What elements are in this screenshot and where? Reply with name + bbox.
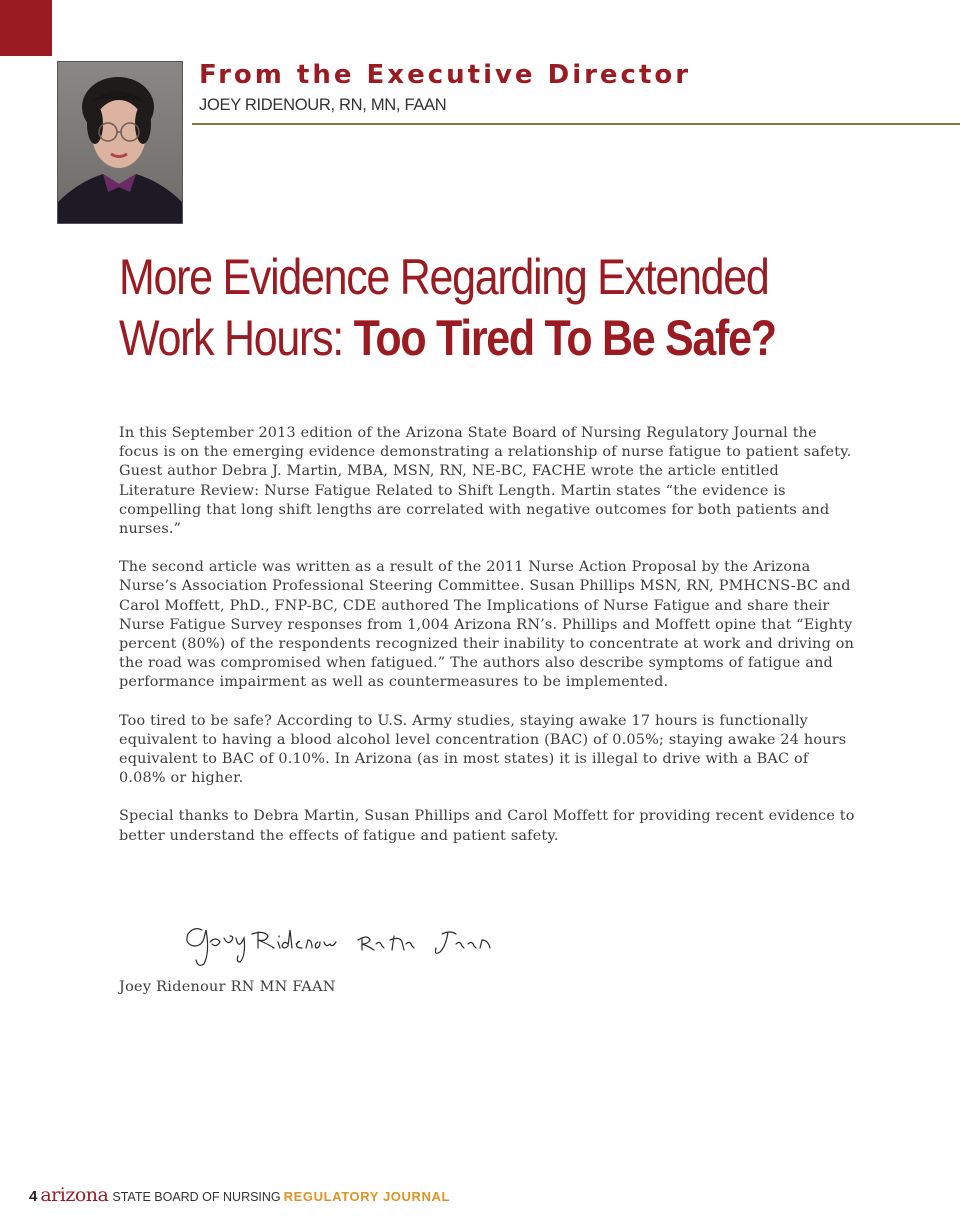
headline-line-2: [119, 308, 824, 369]
headline-light-text: Work Hours:: [119, 310, 354, 366]
article-body: [119, 424, 859, 865]
footer-board-name: STATE BOARD OF NURSING: [112, 1190, 281, 1204]
footer-brand: arizona: [40, 1184, 109, 1206]
body-paragraph: In this September 2013 edition of the Arizona State Board of Nursing Regulatory Journal the focus is on the emerging evidence demonstrating a relationship of nurse fatigue to patient safety. Guest author Debra J. Martin, MBA, MSN, RN, NE-BC, FACHE wrote the article entitled Literature Review: Nurse Fatigue Related to Shift Length. Martin states “the evidence is compelling that long shift lengths are correlated with negative outcomes for both patients and nurses.”: [119, 425, 852, 538]
headline-line-1: More Evidence Regarding Extended: [119, 249, 769, 305]
headline-bold-text: Too Tired To Be Safe?: [353, 310, 776, 366]
section-title: From the Executive Director: [199, 60, 692, 90]
article-headline: [119, 247, 939, 369]
author-portrait: [57, 61, 183, 224]
body-paragraph: Special thanks to Debra Martin, Susan Phillips and Carol Moffett for providing recent evidence to better understand the effects of fatigue and patient safety.: [119, 808, 855, 844]
page-number: 4: [29, 1188, 38, 1205]
corner-accent-block: [0, 0, 52, 56]
handwritten-signature: [180, 912, 510, 972]
header-divider: [192, 123, 960, 125]
page-footer: [29, 1184, 450, 1208]
body-paragraph: Too tired to be safe? According to U.S. Army studies, staying awake 17 hours is functionally equivalent to having a blood alcohol level concentration (BAC) of 0.05%; staying awake 24 hours equivalent to BAC of 0.10%. In Arizona (as in most states) it is illegal to drive with a BAC of 0.08% or higher.: [119, 712, 847, 787]
signature-printed-name: Joey Ridenour RN MN FAAN: [119, 979, 336, 995]
footer-journal-name: REGULATORY JOURNAL: [283, 1189, 451, 1204]
body-paragraph: The second article was written as a result of the 2011 Nurse Action Proposal by the Arizona Nurse’s Association Professional Steering Committee. Susan Phillips MSN, RN, PMHCNS-BC and Carol Moffett, PhD., FNP-BC, CDE authored The Implications of Nurse Fatigue and share their Nurse Fatigue Survey responses from 1,004 Arizona RN’s. Phillips and Moffett opine that “Eighty percent (80%) of the respondents recognized their inability to concentrate at work and driving on the road was compromised when fatigued.” The authors also describe symptoms of fatigue and performance impairment as well as countermeasures to be implemented.: [119, 559, 855, 691]
author-byline: JOEY RIDENOUR, RN, MN, FAAN: [199, 96, 447, 114]
